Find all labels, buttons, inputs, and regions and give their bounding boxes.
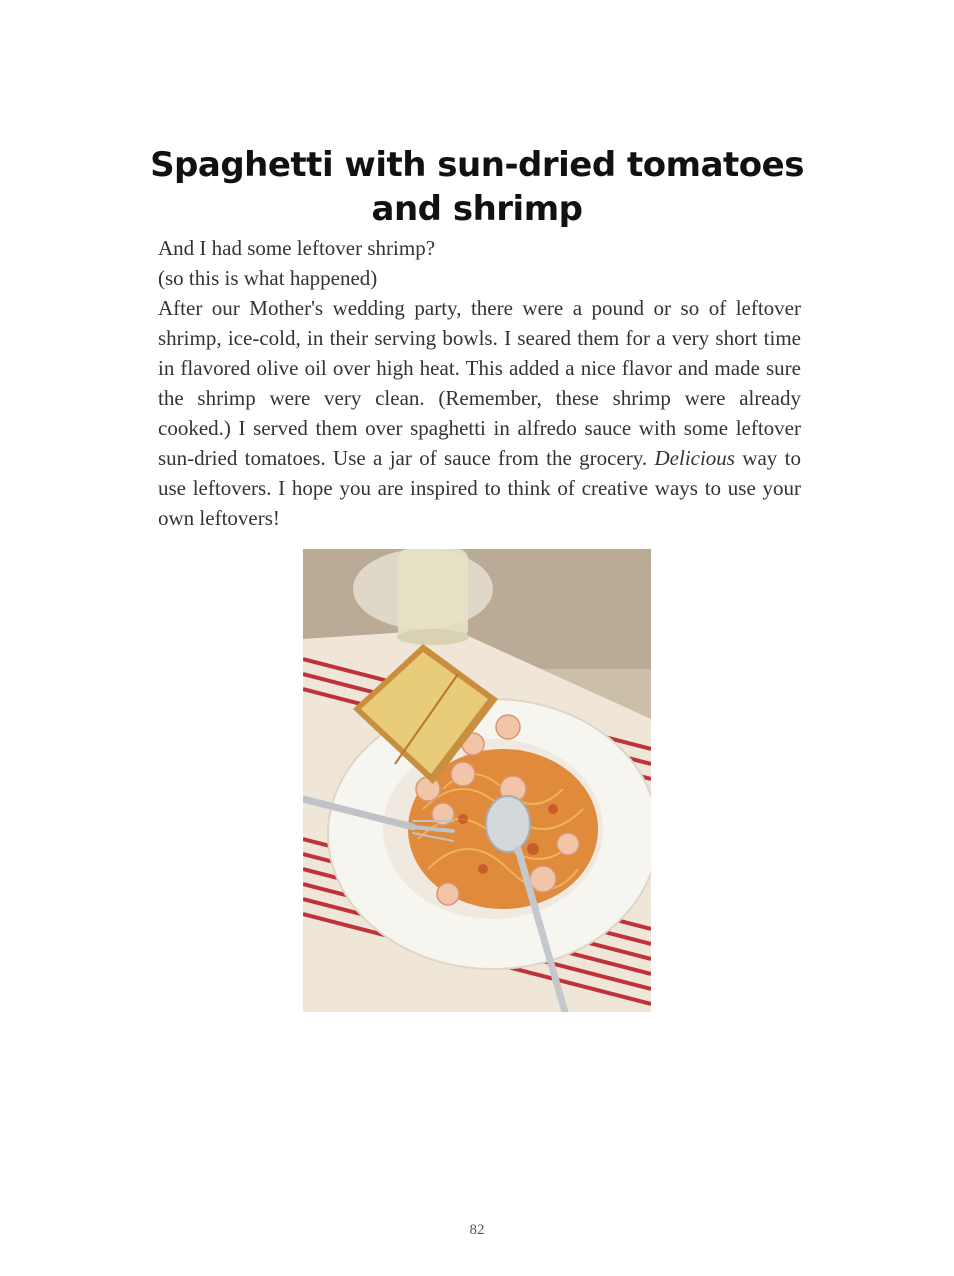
- spaghetti-plate-illustration: [303, 549, 651, 1012]
- main-paragraph: [158, 293, 801, 533]
- paragraph-italic-word: Delicious: [654, 446, 735, 470]
- page-number: 82: [469, 1222, 485, 1238]
- paragraph-text-start: After our Mother's wedding party, there were a pound or so of leftover shrimp, ice-cold, in their serving bowls. I seared them for a very short time in flavored olive oil over high heat. This added a nice flavor and made sure the shrimp were very clean. (Remember, these shrimp were already cooked.) I served them over spaghetti in alfredo sauce with some leftover sun-dried tomatoes. Use a jar of sauce from the grocery.: [158, 296, 801, 470]
- page-title: Spaghetti with sun-dried tomatoes and shrimp: [150, 144, 804, 229]
- body-text: [158, 233, 801, 533]
- intro-line-2: (so this is what happened): [158, 266, 378, 290]
- paragraph-text-end: way to use leftovers. I hope you are inspired to think of creative ways to use your own leftovers!: [158, 446, 801, 530]
- intro-line-1: And I had some leftover shrimp?: [158, 236, 436, 260]
- food-photo: [303, 549, 651, 1012]
